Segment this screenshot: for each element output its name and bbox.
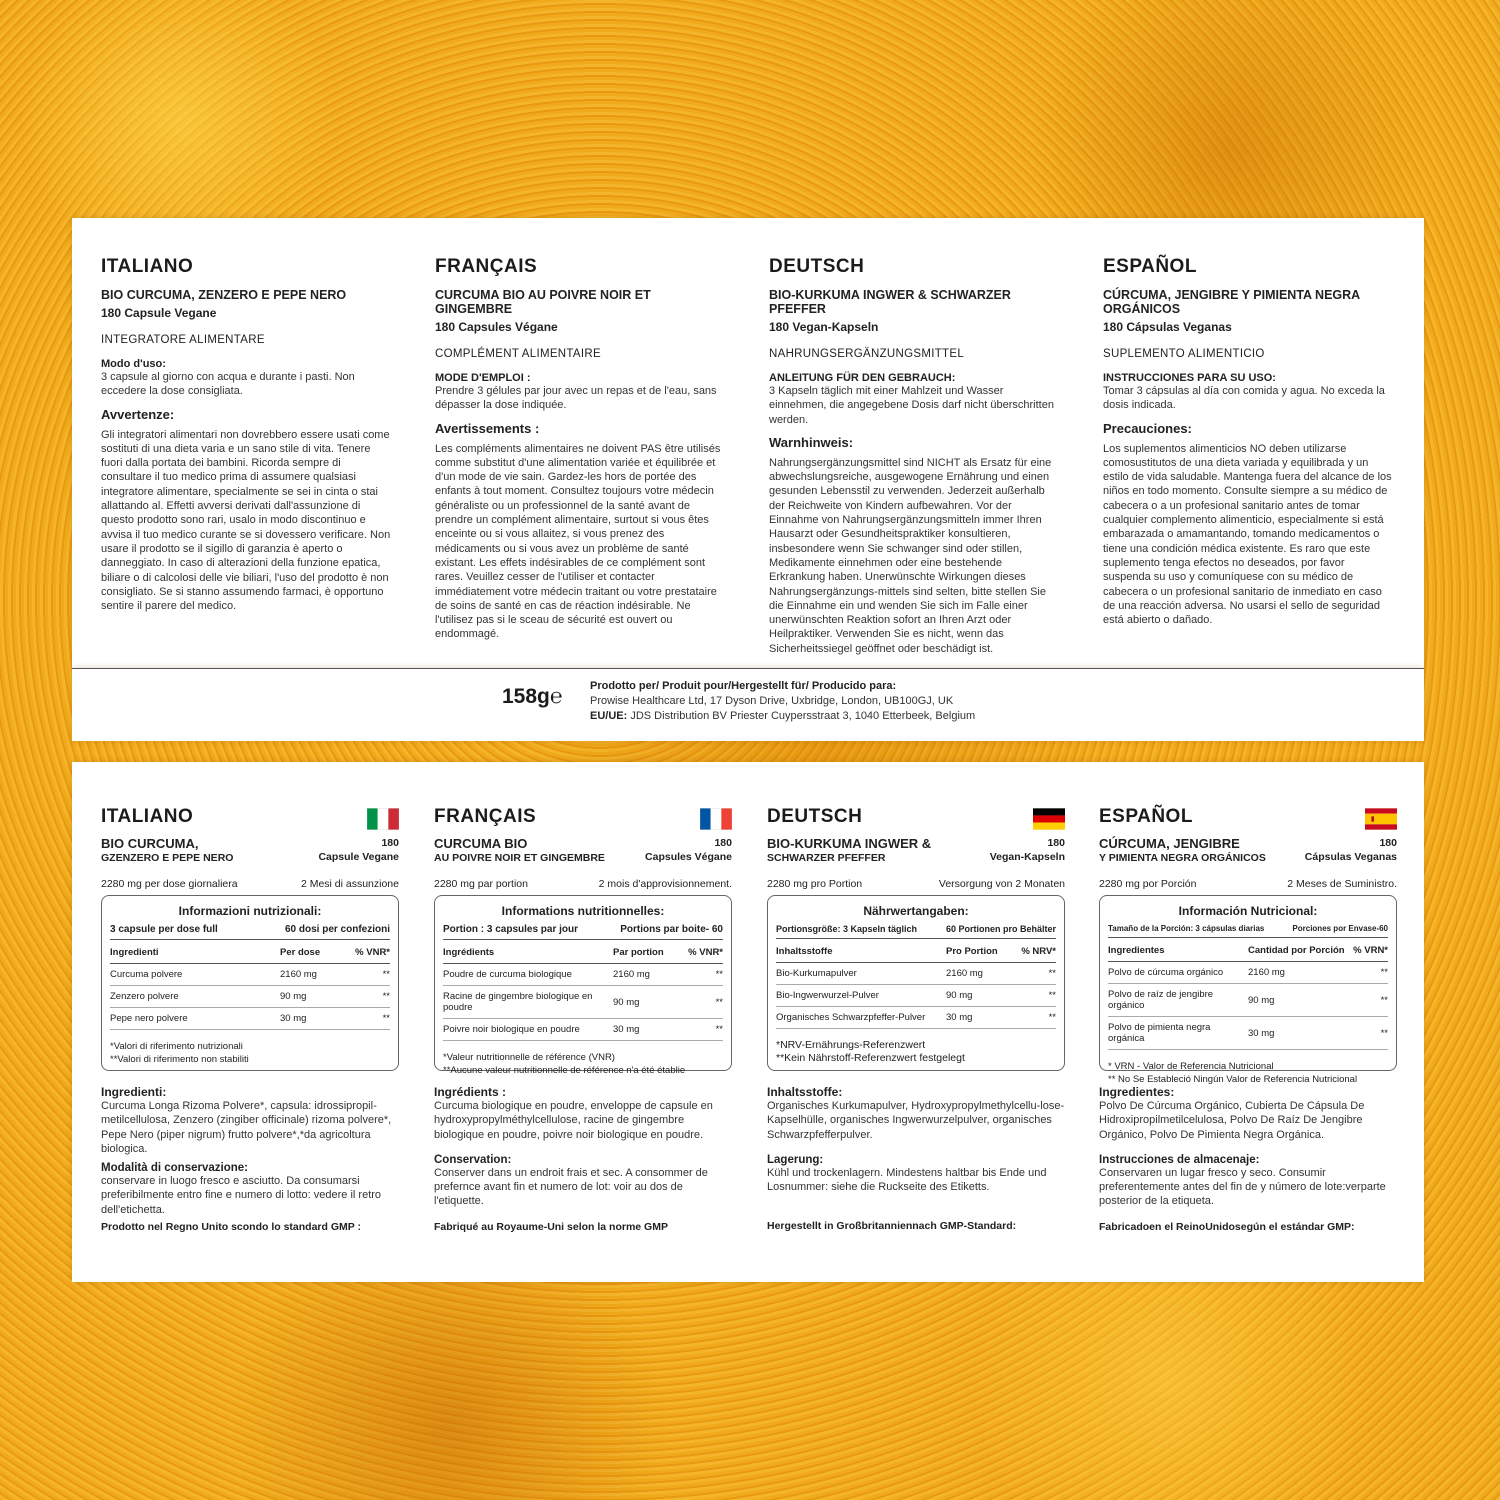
serving-size: Portionsgröße: 3 Kapseln täglich <box>776 924 918 934</box>
table-row <box>776 985 1056 1007</box>
nutrition-box <box>101 895 399 1071</box>
amount-cell: 30 mg <box>613 1019 683 1041</box>
table-row <box>110 986 390 1008</box>
language-title: ITALIANO <box>101 806 194 827</box>
ingredient-cell: Poivre noir biologique en poudre <box>443 1019 613 1041</box>
warning-text: Nahrungsergänzungsmittel sind NICHT als Ersatz für eine abwechslungsreiche, ausgewogene Ernährung und einen gesunden Lebensstil zu verwenden. Jederzeit außerhalb der Reichweite von Kindern aufbewahren. Vor der Einnahme von Nahrungsergänzungsmitteln immer Ihren Hausarzt oder Gesundheitspraktiker konsultieren, insbesondere wenn Sie schwanger sind oder stillen, Medikamente einnehmen oder eine bestehende Erkrankung haben. Unerwünschte Wirkungen dieses Nahrungsergänzungs-mittels sind selten, bitte stellen Sie die Einnahme ein und wenden Sie sich im Falle einer unerwünschten Reaktion sofort an Ihren Arzt oder Heilpraktiker. Verwenden Sie es nicht, wenn das Sicherheitssiegel geöffnet oder beschädigt ist. <box>769 456 1052 655</box>
usage-text: 3 capsule al giorno con acqua e durante i pasti. Non eccedere la dose consigliata. <box>101 371 355 398</box>
product-name: BIO-KURKUMA INGWER & <box>767 836 932 851</box>
capsule-type: Capsules Végane <box>645 851 732 863</box>
storage-text: Conservaren un lugar fresco y seco. Consumir preferentemente antes del fin de y número de lote:verparte posterior de la etiqueta. <box>1099 1166 1386 1208</box>
table-row <box>443 964 723 986</box>
nrv-cell: ** <box>683 1019 723 1041</box>
storage-text: Conserver dans un endroit frais et sec. A consommer de prefernce avant fin et numero de lot: voir au dos de l'etiquette. <box>434 1166 708 1208</box>
table-row <box>110 1008 390 1030</box>
table-header: Inhaltsstoffe <box>776 941 946 963</box>
product-name: BIO-KURKUMA INGWER & SCHWARZER PFEFFER <box>769 288 1011 316</box>
net-weight: 158g℮ <box>502 685 563 708</box>
daily-dose: 2280 mg por Porción <box>1099 878 1197 890</box>
label-top-panel <box>72 218 1424 668</box>
usage-heading: Modo d'uso: <box>101 358 166 370</box>
ingredient-cell: Polvo de cúrcuma orgánico <box>1108 962 1248 984</box>
ingredients-heading: Ingredientes: <box>1099 1085 1175 1099</box>
table-header: Ingrédients <box>443 942 613 964</box>
manufacturer-address <box>590 679 975 724</box>
supply-duration: Versorgung von 2 Monaten <box>938 878 1065 890</box>
footnote: **Aucune valeur nutritionnelle de référence n'a été établie <box>443 1065 686 1076</box>
footnote: **Valori di riferimento non stabiliti <box>110 1054 249 1065</box>
capsule-type: Capsule Vegane <box>318 851 399 863</box>
product-name: BIO CURCUMA, ZENZERO E PEPE NERO <box>101 288 347 302</box>
amount-cell: 2160 mg <box>946 963 1016 985</box>
capsule-number: 180 <box>1379 837 1397 849</box>
serving-size: 3 capsule per dose full <box>110 924 218 935</box>
language-title: FRANÇAIS <box>435 256 538 277</box>
top-column-german <box>769 256 1061 656</box>
product-name-sub: GZENZERO E PEPE NERO <box>101 852 234 864</box>
product-name: CÚRCUMA, JENGIBRE <box>1099 836 1240 851</box>
footnote: ** No Se Estableció Ningún Valor de Referencia Nutricional <box>1108 1074 1358 1085</box>
capsule-type: Vegan-Kapseln <box>989 851 1065 863</box>
nrv-cell: ** <box>1348 1017 1388 1050</box>
servings-per-pack: Portions par boite- 60 <box>620 924 723 935</box>
supplement-type: INTEGRATORE ALIMENTARE <box>101 334 265 346</box>
table-header: Per dose <box>280 942 350 964</box>
serving-size: Tamaño de la Porción: 3 cápsulas diarias <box>1108 924 1265 933</box>
capsule-count: 180 Capsule Vegane <box>101 306 217 320</box>
supply-duration: 2 Meses de Suministro. <box>1287 878 1397 890</box>
top-column-spanish <box>1103 256 1395 627</box>
servings-per-pack: 60 dosi per confezioni <box>284 924 390 935</box>
address-strip <box>72 668 1424 741</box>
language-title: DEUTSCH <box>769 256 865 277</box>
capsule-number: 180 <box>1047 837 1065 849</box>
amount-cell: 2160 mg <box>613 964 683 986</box>
daily-dose: 2280 mg par portion <box>434 878 528 890</box>
serving-size: Portion : 3 capsules par jour <box>443 924 579 935</box>
capsule-number: 180 <box>714 837 732 849</box>
footnote: * VRN - Valor de Referencia Nutricional <box>1108 1061 1274 1072</box>
usage-text: Prendre 3 gélules par jour avec un repas et de l'eau, sans dépasser la dose indiquée. <box>435 385 717 412</box>
supplement-type: NAHRUNGSERGÄNZUNGSMITTEL <box>769 348 965 360</box>
ingredient-cell: Polvo de raíz de jengibre orgánico <box>1108 984 1248 1017</box>
gmp-statement: Hergestellt in Großbritanniennach GMP-Standard: <box>767 1220 1017 1233</box>
bottom-column-german <box>767 806 1065 1232</box>
uk-address: Prowise Healthcare Ltd, 17 Dyson Drive, Uxbridge, London, UB100GJ, UK <box>590 695 954 707</box>
table-header: Cantidad por Porción <box>1248 940 1348 962</box>
warning-text: Gli integratori alimentari non dovrebbero essere usati come sostituti di una dieta varia e un sano stile di vita. Tenere fuori dalla portata dei bambini. Ricorda sempre di consultare il tuo medico prima di assumere qualsiasi integratore alimentare, specialmente se sei in cinta o stai allattando al. Effetti avversi derivati dall'assunzione di questo prodotto sono rari, usalo in modo discontinuo e avvisa il tuo medico curante se si dovessero verificare. Non usare il prodotto se il sigillo di garanzia è aperto o danneggiato. In caso di alterazioni della funzione epatica, biliare o di calcolosi delle vie biliari, l'uso del prodotto è non consigliato. Se si stanno assumendo farmaci, è opportuno sentire il parere del medico. <box>101 428 391 613</box>
amount-cell: 2160 mg <box>280 964 350 986</box>
supply-duration: 2 Mesi di assunzione <box>300 878 399 890</box>
ingredient-cell: Bio-Ingwerwurzel-Pulver <box>776 985 946 1007</box>
eu-address: JDS Distribution BV Priester Cuypersstraat 3, 1040 Etterbeek, Belgium <box>630 710 976 722</box>
ingredient-cell: Pepe nero polvere <box>110 1008 280 1030</box>
nutrition-box <box>434 895 732 1076</box>
warning-heading: Avertissements : <box>435 420 540 436</box>
capsule-count: 180 Vegan-Kapseln <box>769 320 879 334</box>
italy-flag-icon <box>367 808 399 830</box>
germany-flag-icon <box>1033 808 1065 830</box>
supplement-type: COMPLÉMENT ALIMENTAIRE <box>435 348 601 360</box>
language-title: DEUTSCH <box>767 806 863 827</box>
usage-text: 3 Kapseln täglich mit einer Mahlzeit und Wasser einnehmen, die angegebene Dosis darf nicht überschritten werden. <box>769 385 1054 426</box>
nutrition-box <box>767 895 1065 1071</box>
amount-cell: 90 mg <box>613 986 683 1019</box>
product-name-sub: SCHWARZER PFEFFER <box>767 852 886 864</box>
amount-cell: 90 mg <box>946 985 1016 1007</box>
usage-heading: ANLEITUNG FÜR DEN GEBRAUCH: <box>769 372 956 384</box>
storage-text: conservare in luogo fresco e asciutto. Da consumarsi preferibilmente entro fine e numero di lotto: vedere il retro dell'etichetta. <box>101 1175 382 1216</box>
nrv-cell: ** <box>1016 985 1056 1007</box>
table-row <box>776 963 1056 985</box>
table-row <box>1108 1017 1388 1050</box>
amount-cell: 30 mg <box>946 1007 1016 1029</box>
ingredients-text: Organisches Kurkumapulver, Hydroxypropylmethylcellu-lose-Kapselhülle, organisches Ingwerwurzelpulver, organisches Schwarzpfefferpulver. <box>767 1100 1065 1141</box>
storage-heading: Lagerung: <box>767 1153 824 1166</box>
table-row <box>776 1007 1056 1029</box>
nutrition-title: Nährwertangaben: <box>863 904 969 918</box>
nrv-cell: ** <box>683 964 723 986</box>
table-header: Par portion <box>613 942 683 964</box>
table-header: Pro Portion <box>946 941 1016 963</box>
table-row <box>443 986 723 1019</box>
table-header: Ingredientes <box>1108 940 1248 962</box>
nrv-cell: ** <box>683 986 723 1019</box>
servings-per-pack: 60 Portionen pro Behälter <box>945 924 1056 934</box>
nutrition-title: Informazioni nutrizionali: <box>178 904 322 918</box>
warning-text: Los suplementos alimenticios NO deben utilizarse comosustitutos de una dieta variada y equilibrada y un estilo de vida saludable. Mantenga fuera del alcance de los niños en todo momento. Consulte siempre a su médico de cabecera o a un profesional sanitario antes de tomar cualquier complemento alimenticio, especialmente si está embarazada o amamantando, tomando medicamentos o tiene una condición médica existente. Es raro que este suplemento tenga efectos no deseados, por favor suspenda su uso y comuníquese con su médico de cabecera o un profesional sanitario de inmediato en caso de una reacción adversa. No usarsi el sello de seguridad está abierto o dañado. <box>1103 442 1392 627</box>
storage-heading: Modalità di conservazione: <box>101 1162 248 1175</box>
table-row <box>1108 962 1388 984</box>
amount-cell: 90 mg <box>1248 984 1348 1017</box>
nrv-cell: ** <box>350 964 390 986</box>
ingredients-heading: Ingrédients : <box>434 1085 507 1099</box>
nrv-cell: ** <box>1016 1007 1056 1029</box>
nutrition-box <box>1099 895 1397 1085</box>
footnote: *NRV-Ernährungs-Referenzwert <box>776 1039 926 1051</box>
table-header: % NRV* <box>1016 941 1056 963</box>
top-column-french <box>435 256 727 642</box>
warning-heading: Precauciones: <box>1103 420 1192 436</box>
warning-heading: Avvertenze: <box>101 406 175 422</box>
nutrition-table <box>110 942 390 1030</box>
footnote: **Kein Nährstoff-Referenzwert festgelegt <box>776 1052 965 1064</box>
table-row <box>443 1019 723 1041</box>
nrv-cell: ** <box>1016 963 1056 985</box>
nrv-cell: ** <box>350 986 390 1008</box>
supplement-type: SUPLEMENTO ALIMENTICIO <box>1103 348 1265 360</box>
eu-label: EU/UE: <box>590 710 628 722</box>
usage-heading: MODE D'EMPLOI : <box>435 372 531 384</box>
table-row <box>1108 984 1388 1017</box>
usage-heading: INSTRUCCIONES PARA SU USO: <box>1103 372 1276 384</box>
amount-cell: 2160 mg <box>1248 962 1348 984</box>
nrv-cell: ** <box>350 1008 390 1030</box>
spain-flag-icon <box>1365 808 1397 830</box>
storage-text: Kühl und trockenlagern. Mindestens haltbar bis Ende und Losnummer: siehe die Ruckseite des Etiketts. <box>767 1166 1047 1194</box>
gmp-statement: Prodotto nel Regno Unito scondo lo standard GMP : <box>101 1221 361 1234</box>
nrv-cell: ** <box>1348 984 1388 1017</box>
footnote: *Valori di riferimento nutrizionali <box>110 1041 243 1052</box>
ingredient-cell: Organisches Schwarzpfeffer-Pulver <box>776 1007 946 1029</box>
france-flag-icon <box>700 808 732 830</box>
ingredient-cell: Zenzero polvere <box>110 986 280 1008</box>
language-title: ITALIANO <box>101 256 194 277</box>
storage-heading: Instrucciones de almacenaje: <box>1099 1153 1260 1166</box>
language-title: ESPAÑOL <box>1099 806 1193 827</box>
ingredients-heading: Ingredienti: <box>101 1085 167 1099</box>
ingredients-text: Curcuma Longa Rizoma Polvere*, capsula: idrossipropil-metilcellulosa, Zenzero (zingiber officinale) rizoma polvere*, Pepe Nero (piper nigrum) frutto polvere*,*da agricoltura biologica. <box>101 1100 392 1155</box>
nrv-cell: ** <box>1348 962 1388 984</box>
nutrition-title: Informations nutritionnelles: <box>501 904 665 918</box>
ingredients-text: Polvo De Cúrcuma Orgánico, Cubierta De Cápsula De Hidroxipropilmetilcelulosa, Polvo De Raíz De Jengibre Orgánico, Polvo De Pimienta Negra Orgánica. <box>1099 1100 1365 1141</box>
bottom-column-spanish <box>1099 806 1397 1233</box>
table-header: Ingredienti <box>110 942 280 964</box>
table-header: % VNR* <box>350 942 390 964</box>
product-name-sub: Y PIMIENTA NEGRA ORGÁNICOS <box>1099 852 1266 864</box>
amount-cell: 90 mg <box>280 986 350 1008</box>
servings-per-pack: Porciones por Envase-60 <box>1292 924 1388 933</box>
ingredient-cell: Poudre de curcuma biologique <box>443 964 613 986</box>
label-bottom-panel <box>72 762 1424 1282</box>
gmp-statement: Fabriqué au Royaume-Uni selon la norme GMP <box>434 1220 668 1233</box>
ingredient-cell: Bio-Kurkumapulver <box>776 963 946 985</box>
capsule-type: Cápsulas Veganas <box>1304 851 1397 863</box>
nutrition-table <box>1108 940 1388 1050</box>
capsule-count: 180 Capsules Végane <box>435 320 558 334</box>
capsule-number: 180 <box>381 837 399 849</box>
bottom-column-french <box>434 806 732 1233</box>
warning-text: Les compléments alimentaires ne doivent PAS être utilisés comme substitut d'une alimentation variée et équilibrée et d'un mode de vie sain. Gardez-les hors de portée des enfants à tout moment. Consultez toujours votre médecin généraliste ou un professionnel de la santé avant de prendre un complément alimentaire, surtout si vous êtes enceinte ou si vous allaitez, si vous prenez des médicaments ou si vous avez un problème de santé existant. Les effets indésirables de ce complément sont rares. Veuillez cesser de l'utiliser et contacter immédiatement votre médecin traitant ou votre prestataire de soins de santé en cas de réaction indésirable. Ne l'utilisez pas si le sceau de sécurité est ouvert ou endommagé. <box>435 442 721 641</box>
warning-heading: Warnhinweis: <box>769 434 854 450</box>
footnote: *Valeur nutritionnelle de référence (VNR) <box>443 1052 615 1063</box>
ingredient-cell: Racine de gingembre biologique en poudre <box>443 986 613 1019</box>
capsule-count: 180 Cápsulas Veganas <box>1103 320 1232 334</box>
top-column-italian <box>101 256 393 613</box>
gmp-statement: Fabricadoen el ReinoUnidosegún el estándar GMP: <box>1099 1220 1355 1233</box>
storage-heading: Conservation: <box>434 1153 512 1166</box>
language-title: FRANÇAIS <box>434 806 537 827</box>
product-name: CÚRCUMA, JENGIBRE Y PIMIENTA NEGRA ORGÁNICOS <box>1103 288 1360 316</box>
ingredients-heading: Inhaltsstoffe: <box>767 1085 843 1099</box>
table-header: % VNR* <box>683 942 723 964</box>
product-name: BIO CURCUMA, <box>101 836 199 851</box>
language-title: ESPAÑOL <box>1103 256 1197 277</box>
ingredients-text: Curcuma biologique en poudre, enveloppe de capsule en hydroxypropylméthylcellulose, racine de gingembre biologique en poudre, poivre noir biologique en poudre. <box>434 1100 713 1141</box>
ingredient-cell: Polvo de pimienta negra orgánica <box>1108 1017 1248 1050</box>
product-name: CURCUMA BIO <box>434 836 528 851</box>
daily-dose: 2280 mg pro Portion <box>767 878 863 890</box>
bottom-column-italian <box>101 806 399 1233</box>
nutrition-table <box>443 942 723 1041</box>
supply-duration: 2 mois d'approvisionnement. <box>598 878 732 890</box>
daily-dose: 2280 mg per dose giornaliera <box>101 878 238 890</box>
product-name: CURCUMA BIO AU POIVRE NOIR ET GINGEMBRE <box>435 288 651 316</box>
amount-cell: 30 mg <box>280 1008 350 1030</box>
ingredient-cell: Curcuma polvere <box>110 964 280 986</box>
table-row <box>110 964 390 986</box>
usage-text: Tomar 3 cápsulas al día con comida y agua. No exceda la dosis indicada. <box>1103 385 1385 412</box>
table-header: % VRN* <box>1348 940 1388 962</box>
made-for-label: Prodotto per/ Produit pour/Hergestellt für/ Producido para: <box>590 680 897 692</box>
product-name-sub: AU POIVRE NOIR ET GINGEMBRE <box>434 852 605 864</box>
amount-cell: 30 mg <box>1248 1017 1348 1050</box>
nutrition-title: Información Nutricional: <box>1178 904 1318 918</box>
nutrition-table <box>776 941 1056 1029</box>
